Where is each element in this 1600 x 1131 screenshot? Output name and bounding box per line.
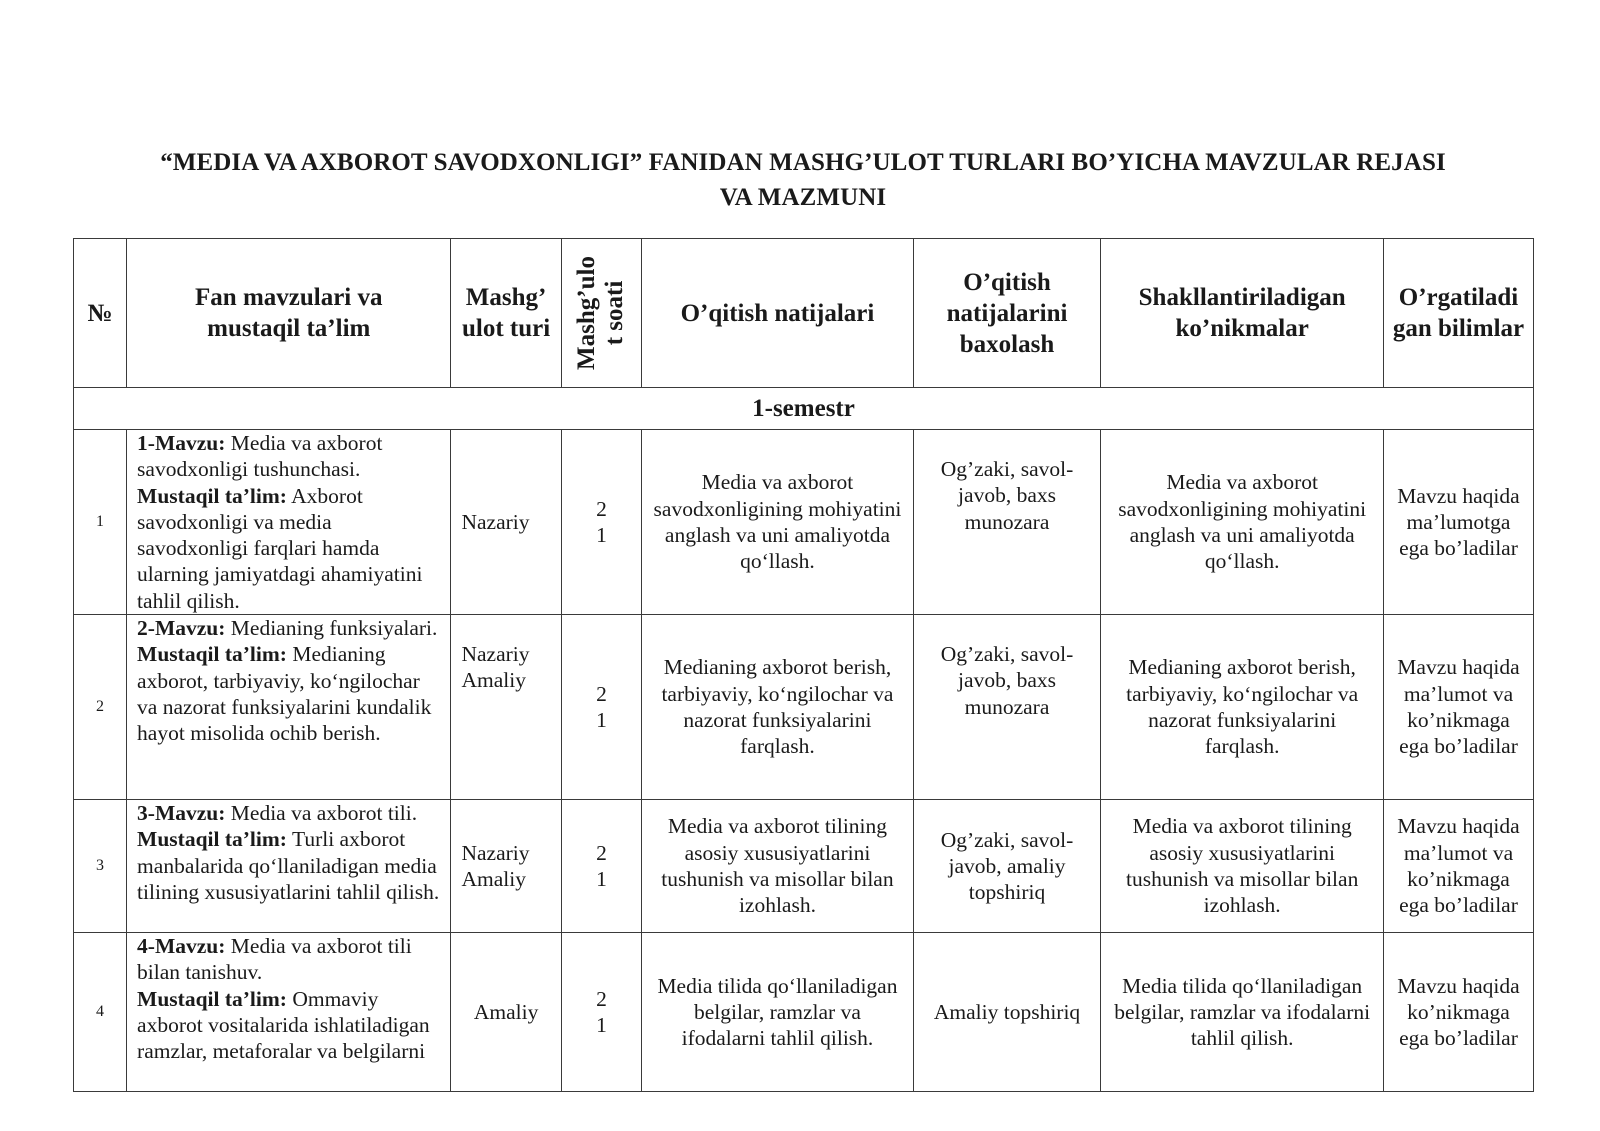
session-type-line-1: Nazariy	[461, 509, 530, 534]
independent-study-label: Mustaqil ta’lim:	[137, 986, 287, 1011]
topic-text: Media va axborot tili bilan tanishuv.	[137, 934, 412, 985]
topic-cell	[127, 933, 451, 1092]
topic-label: 4-Mavzu:	[137, 934, 226, 959]
hours-lecture: 2	[596, 681, 607, 706]
skills-formed: Media va axborot savodxonligining mohiyatini anglash va uni amaliyotda qo‘llash.	[1101, 430, 1384, 615]
session-type-line-1: Amaliy	[473, 999, 539, 1024]
session-type	[451, 800, 561, 933]
document-title-line-2: VA MAZMUNI	[719, 184, 887, 211]
header-skills: Shakllantiriladigan ko’nikmalar	[1101, 239, 1384, 388]
header-type: Mashg’ ulot turi	[451, 239, 561, 388]
independent-study-text: Medianing axborot, tarbiyaviy, ko‘ngilochar va nazorat funksiyalarini kundalik hayot misolida ochib berish.	[137, 642, 432, 746]
table-row	[74, 800, 1534, 933]
topic-cell	[127, 615, 451, 800]
topic-label: 2-Mavzu:	[137, 616, 226, 641]
skills-formed: Media va axborot tilining asosiy xususiyatlarini tushunish va misollar bilan izohlash.	[1101, 800, 1384, 933]
assessment-method: Og’zaki, savol-javob, amaliy topshiriq	[913, 800, 1101, 933]
skills-formed: Media tilida qo‘llaniladigan belgilar, ramzlar va ifodalarni tahlil qilish.	[1101, 933, 1384, 1092]
assessment-method: Og’zaki, savol-javob, baxs munozara	[913, 430, 1101, 615]
header-hours	[561, 239, 642, 388]
independent-study-label: Mustaqil ta’lim:	[137, 827, 287, 852]
topic-label: 3-Mavzu:	[137, 801, 226, 826]
row-number: 3	[74, 800, 127, 933]
knowledge-taught: Mavzu haqida ko’nikmaga ega bo’ladilar	[1383, 933, 1533, 1092]
table-row	[74, 933, 1534, 1092]
session-type	[451, 615, 561, 800]
knowledge-taught: Mavzu haqida ma’lumotga ega bo’ladilar	[1383, 430, 1533, 615]
header-number: №	[74, 239, 127, 388]
table-row	[74, 615, 1534, 800]
session-type	[451, 430, 561, 615]
assessment-method: Og’zaki, savol-javob, baxs munozara	[913, 615, 1101, 800]
row-number: 4	[74, 933, 127, 1092]
row-number: 1	[74, 430, 127, 615]
topic-text: Media va axborot savodxonligi tushunchasi.	[137, 431, 383, 482]
document-title	[70, 145, 1536, 215]
semester-label: 1-semestr	[74, 388, 1534, 430]
session-type-line-2: Amaliy	[461, 668, 526, 693]
learning-outcomes: Media va axborot savodxonligining mohiyatini anglash va uni amaliyotda qo‘llash.	[642, 430, 913, 615]
independent-study-label: Mustaqil ta’lim:	[137, 642, 287, 667]
header-outcomes: O’qitish natijalari	[642, 239, 913, 388]
header-hours-line-2: t soati	[600, 280, 628, 346]
header-knowledge: O’rgatiladi gan bilimlar	[1383, 239, 1533, 388]
session-type-line-2: Amaliy	[461, 867, 526, 892]
hours-independent: 1	[596, 523, 607, 548]
hours-independent: 1	[596, 1013, 607, 1038]
topic-text: Media va axborot tili.	[225, 801, 418, 826]
session-type-line-1: Nazariy	[461, 840, 530, 865]
hours-independent: 1	[596, 867, 607, 892]
table-header-row	[74, 239, 1534, 388]
session-hours	[561, 933, 642, 1092]
session-hours	[561, 615, 642, 800]
knowledge-taught: Mavzu haqida ma’lumot va ko’nikmaga ega bo’ladilar	[1383, 615, 1533, 800]
hours-lecture: 2	[596, 986, 607, 1011]
header-topics: Fan mavzulari va mustaqil ta’lim	[127, 239, 451, 388]
semester-row	[74, 388, 1534, 430]
table-row	[74, 430, 1534, 615]
row-number: 2	[74, 615, 127, 800]
header-assessment: O’qitish natijalarini baxolash	[913, 239, 1101, 388]
topic-cell	[127, 430, 451, 615]
topics-plan-table	[73, 238, 1534, 1092]
skills-formed: Medianing axborot berish, tarbiyaviy, ko‘ngilochar va nazorat funksiyalarini farqlash.	[1101, 615, 1384, 800]
session-type-line-1: Nazariy	[461, 642, 530, 667]
topic-cell	[127, 800, 451, 933]
session-type	[451, 933, 561, 1092]
independent-study-label: Mustaqil ta’lim:	[137, 483, 287, 508]
topic-text: Medianing funksiyalari.	[225, 616, 438, 641]
header-hours-line-1: Mashg’ulo	[572, 256, 600, 370]
document-title-line-1: “MEDIA VA AXBOROT SAVODXONLIGI” FANIDAN MASHG’ULOT TURLARI BO’YICHA MAVZULAR REJASI	[160, 149, 1446, 176]
topic-label: 1-Mavzu:	[137, 431, 226, 455]
hours-lecture: 2	[596, 840, 607, 865]
learning-outcomes: Media va axborot tilining asosiy xususiyatlarini tushunish va misollar bilan izohlash.	[642, 800, 913, 933]
session-hours	[561, 800, 642, 933]
independent-study-text: Axborot savodxonligi va media savodxonligi farqlari hamda ularning jamiyatdagi ahamiyatini tahlil qilish.	[137, 483, 423, 613]
independent-study-text: Turli axborot manbalarida qo‘llaniladigan media tilining xususiyatlarini tahlil qilish.	[137, 827, 440, 904]
knowledge-taught: Mavzu haqida ma’lumot va ko’nikmaga ega bo’ladilar	[1383, 800, 1533, 933]
hours-independent: 1	[596, 708, 607, 733]
session-hours	[561, 430, 642, 615]
hours-lecture: 2	[596, 496, 607, 521]
learning-outcomes: Medianing axborot berish, tarbiyaviy, ko‘ngilochar va nazorat funksiyalarini farqlash.	[642, 615, 913, 800]
learning-outcomes: Media tilida qo‘llaniladigan belgilar, ramzlar va ifodalarni tahlil qilish.	[642, 933, 913, 1092]
independent-study-text: Ommaviy axborot vositalarida ishlatiladigan ramzlar, metaforalar va belgilarni	[137, 986, 430, 1064]
assessment-method: Amaliy topshiriq	[913, 933, 1101, 1092]
